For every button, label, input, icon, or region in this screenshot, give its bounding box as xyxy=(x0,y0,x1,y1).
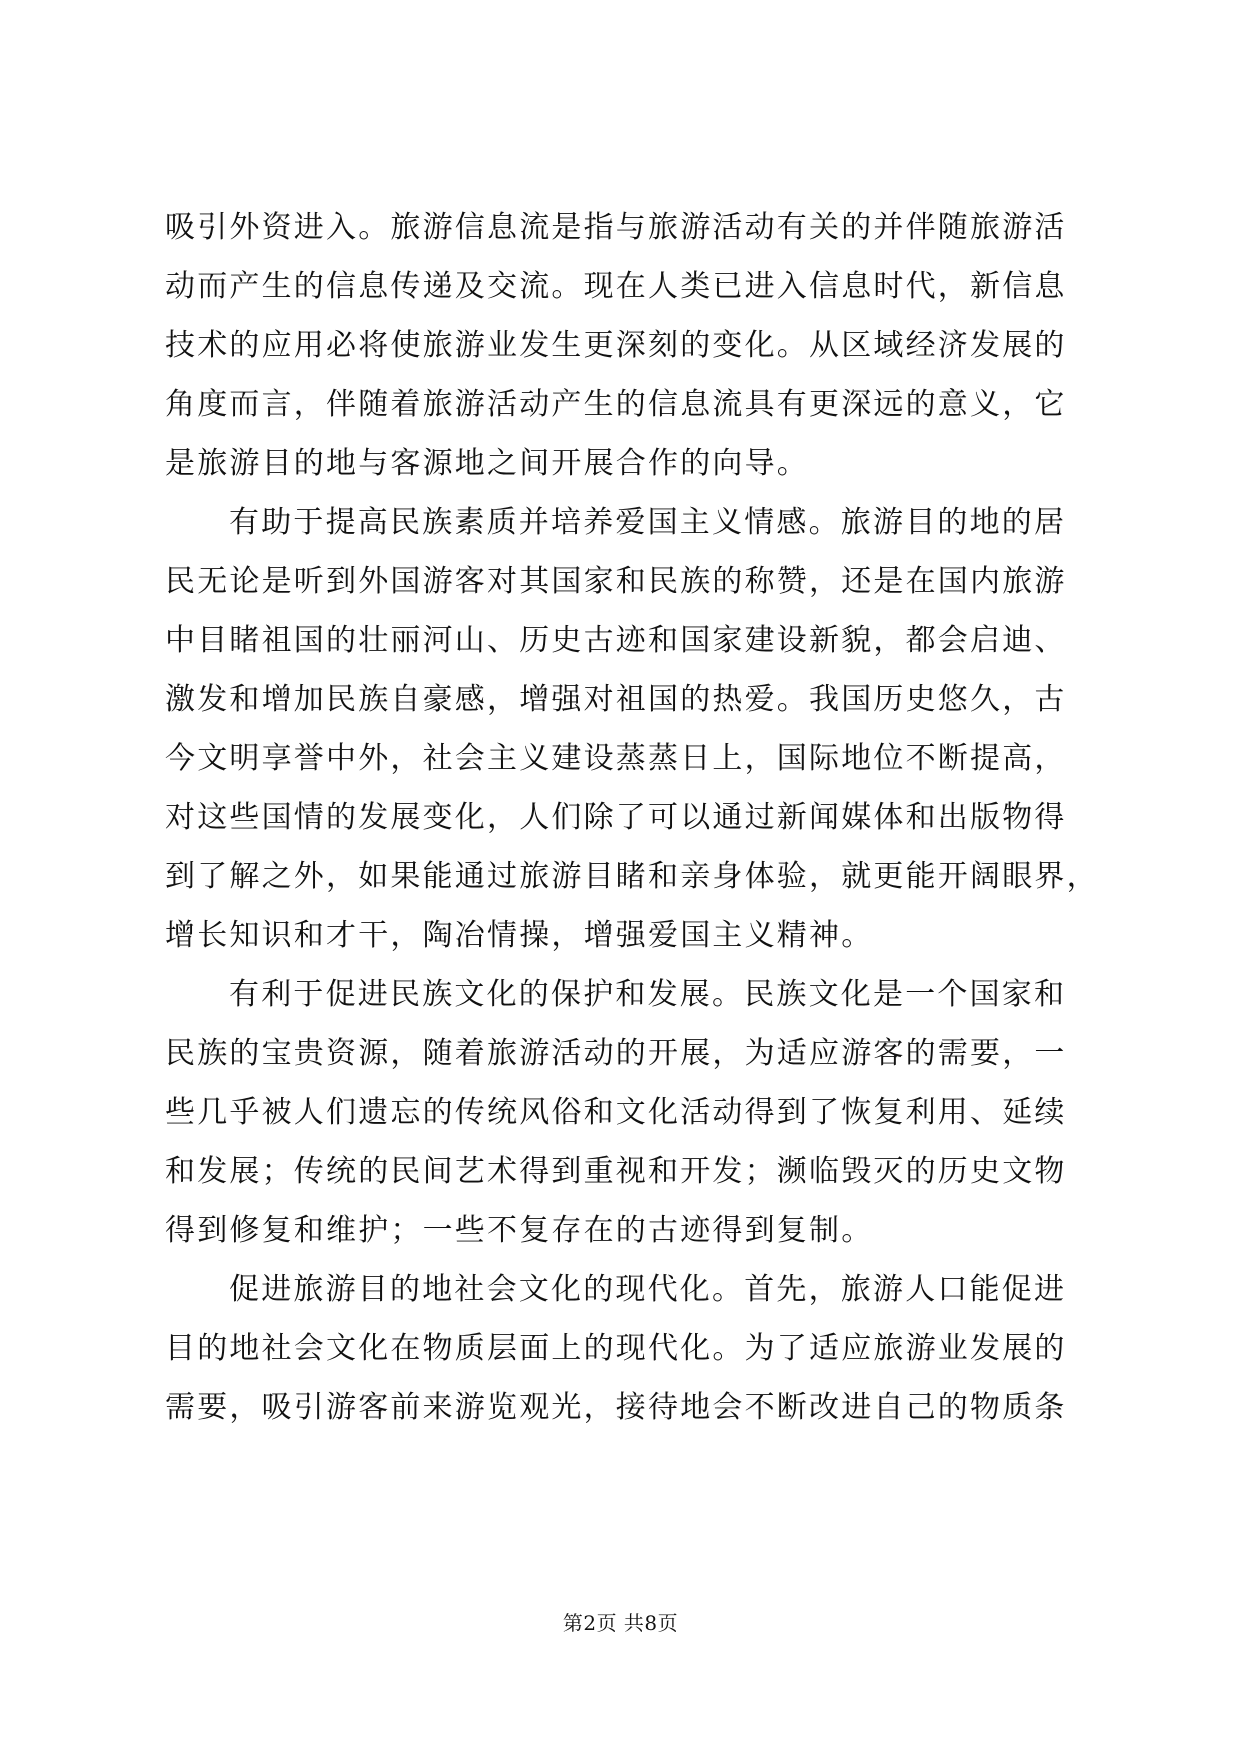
text-line: 到了解之外，如果能通过旅游目睹和亲身体验，就更能开阔眼界， xyxy=(165,859,1099,894)
text-line: 增长知识和才干，陶冶情操，增强爱国主义精神。 xyxy=(165,918,874,953)
text-line: 需要，吸引游客前来游览观光，接待地会不断改进自己的物质条 xyxy=(165,1390,1067,1425)
text-line: 得到修复和维护；一些不复存在的古迹得到复制。 xyxy=(165,1213,874,1248)
text-line: 激发和增加民族自豪感，增强对祖国的热爱。我国历史悠久，古 xyxy=(165,682,1067,717)
document-body xyxy=(165,198,1099,1437)
paragraph-first-line: 有利于促进民族文化的保护和发展。民族文化是一个国家和 xyxy=(229,977,1067,1012)
text-line: 目的地社会文化在物质层面上的现代化。为了适应旅游业发展的 xyxy=(165,1331,1067,1366)
text-line: 对这些国情的发展变化，人们除了可以通过新闻媒体和出版物得 xyxy=(165,800,1067,835)
text-line: 今文明享誉中外，社会主义建设蒸蒸日上，国际地位不断提高， xyxy=(165,741,1067,776)
text-line: 民无论是听到外国游客对其国家和民族的称赞，还是在国内旅游 xyxy=(165,564,1067,599)
text-line: 技术的应用必将使旅游业发生更深刻的变化。从区域经济发展的 xyxy=(165,328,1067,363)
paragraph-first-line: 有助于提高民族素质并培养爱国主义情感。旅游目的地的居 xyxy=(229,505,1067,540)
paragraph-first-line: 促进旅游目的地社会文化的现代化。首先，旅游人口能促进 xyxy=(229,1272,1067,1307)
text-line: 动而产生的信息传递及交流。现在人类已进入信息时代，新信息 xyxy=(165,269,1067,304)
text-line: 民族的宝贵资源，随着旅游活动的开展，为适应游客的需要，一 xyxy=(165,1036,1067,1071)
text-line: 些几乎被人们遗忘的传统风俗和文化活动得到了恢复利用、延续 xyxy=(165,1095,1067,1130)
text-line: 角度而言，伴随着旅游活动产生的信息流具有更深远的意义，它 xyxy=(165,387,1067,422)
text-line: 中目睹祖国的壮丽河山、历史古迹和国家建设新貌，都会启迪、 xyxy=(165,623,1067,658)
page-number-footer: 第2页 共8页 xyxy=(562,1611,679,1635)
text-line: 和发展；传统的民间艺术得到重视和开发；濒临毁灭的历史文物 xyxy=(165,1154,1067,1189)
text-line: 吸引外资进入。旅游信息流是指与旅游活动有关的并伴随旅游活 xyxy=(165,210,1067,245)
text-line: 是旅游目的地与客源地之间开展合作的向导。 xyxy=(165,446,809,481)
